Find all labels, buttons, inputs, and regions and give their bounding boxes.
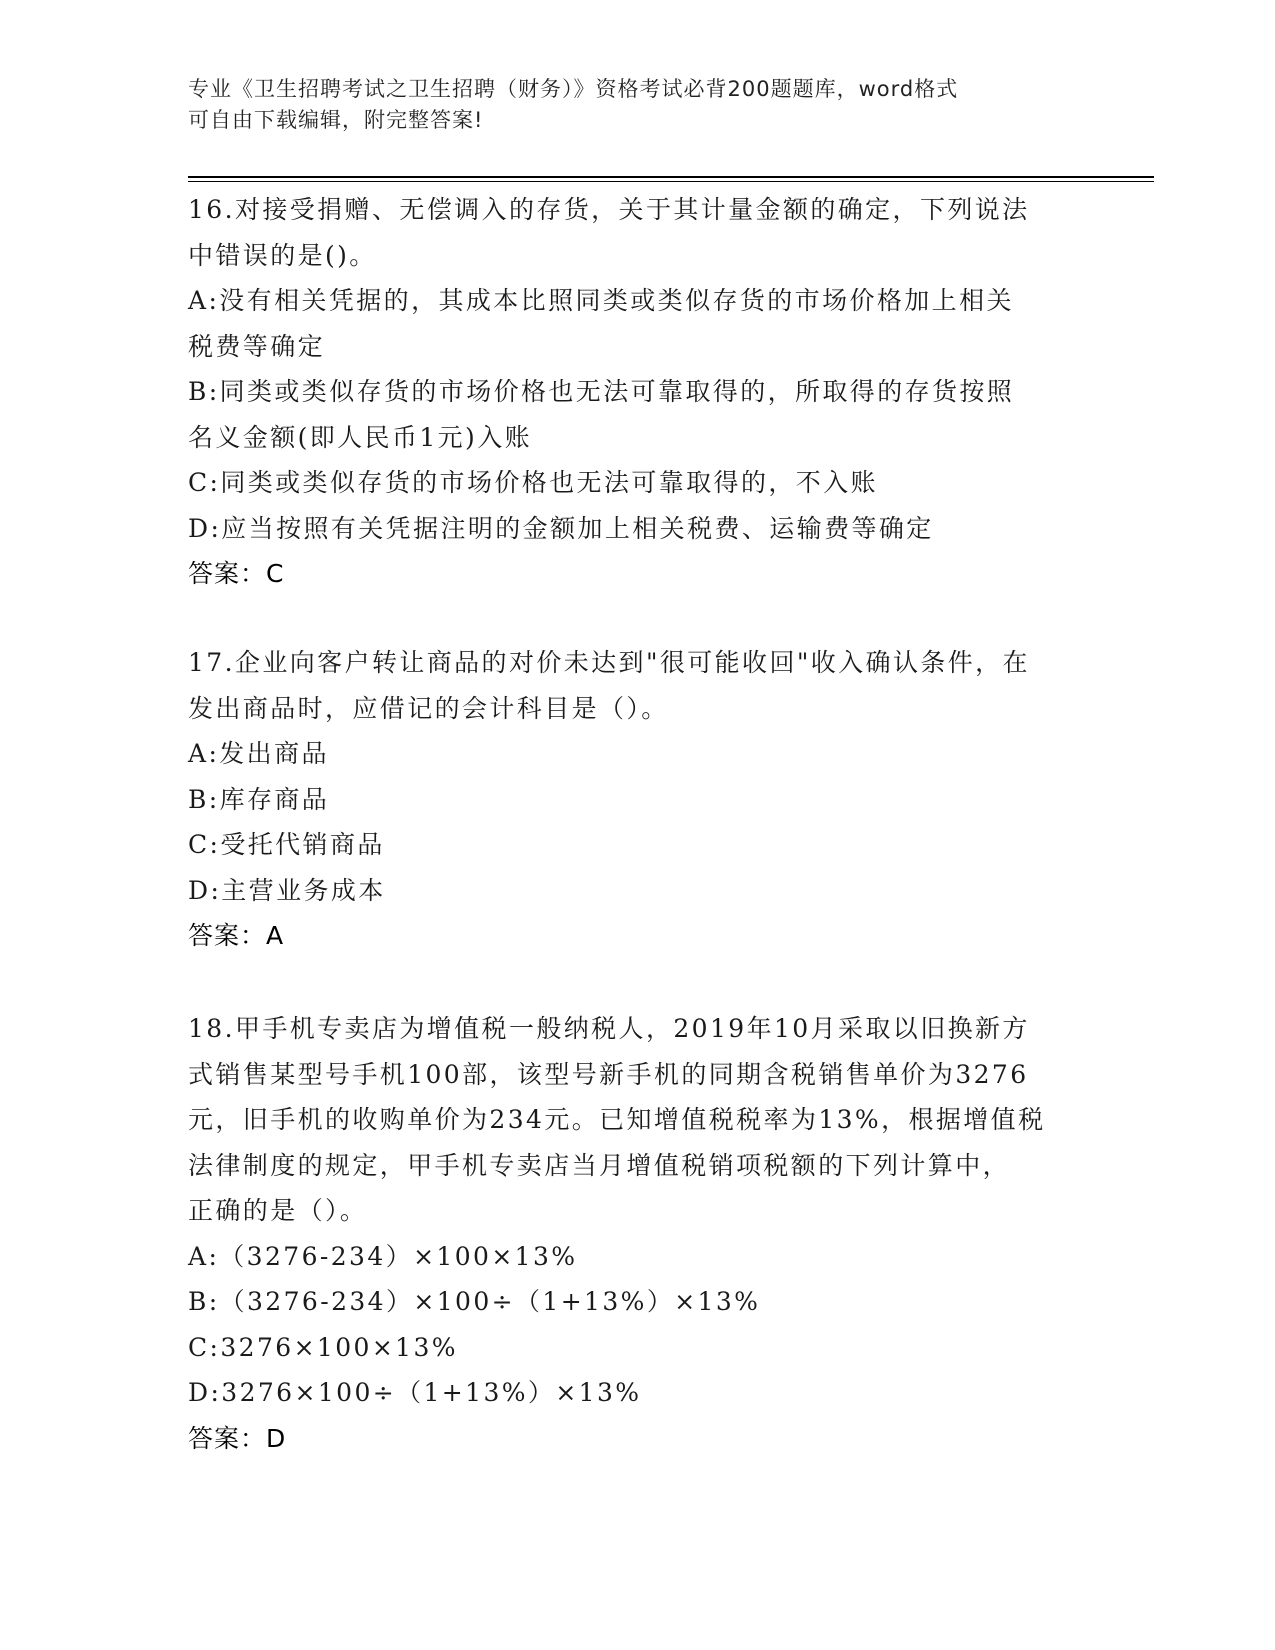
- option-d-line: D:主营业务成本: [188, 875, 386, 905]
- option-b-line: 名义金额(即人民币1元)入账: [188, 422, 533, 452]
- question-stem-line: 17.企业向客户转让商品的对价未达到"很可能收回"收入确认条件，在: [188, 648, 1030, 677]
- option-a-line: A:发出商品: [188, 739, 329, 768]
- header-divider-thin: [188, 181, 1154, 182]
- option-c-line: C:同类或类似存货的市场价格也无法可靠取得的，不入账: [188, 468, 878, 497]
- question-stem-line: 发出商品时，应借记的会计科目是（）。: [188, 693, 669, 723]
- option-a-line: 税费等确定: [188, 331, 326, 361]
- answer-label: 答案：A: [188, 921, 285, 950]
- header-divider-thick: [188, 176, 1154, 178]
- question-16: [188, 187, 1088, 597]
- option-b-line: B:（3276-234）×100÷（1+13%）×13%: [188, 1287, 761, 1316]
- option-d-line: D:3276×100÷（1+13%）×13%: [188, 1378, 642, 1407]
- answer-label: 答案：C: [188, 559, 285, 588]
- option-c-line: C:3276×100×13%: [188, 1332, 458, 1362]
- question-stem-line: 中错误的是()。: [188, 240, 377, 270]
- question-stem-line: 元，旧手机的收购单价为234元。已知增值税税率为13%，根据增值税: [188, 1105, 1046, 1134]
- option-a-line: A:（3276-234）×100×13%: [188, 1241, 578, 1271]
- question-stem-line: 式销售某型号手机100部，该型号新手机的同期含税销售单价为3276: [188, 1059, 1029, 1089]
- question-stem-line: 16.对接受捐赠、无偿调入的存货，关于其计量金额的确定，下列说法: [188, 195, 1030, 224]
- option-a-line: A:没有相关凭据的，其成本比照同类或类似存货的市场价格加上相关: [188, 286, 1014, 315]
- question-17: [188, 640, 1088, 959]
- question-stem-line: 法律制度的规定，甲手机专卖店当月增值税销项税额的下列计算中，: [188, 1150, 1011, 1180]
- header-title-line-1: 专业《卫生招聘考试之卫生招聘（财务）》资格考试必背200题题库，word格式: [188, 77, 959, 101]
- question-18: [188, 1006, 1088, 1461]
- option-d-line: D:应当按照有关凭据注明的金额加上相关税费、运输费等确定: [188, 513, 934, 543]
- option-c-line: C:受托代销商品: [188, 830, 385, 859]
- option-b-line: B:库存商品: [188, 784, 330, 814]
- document-header: [188, 74, 1088, 136]
- question-stem-line: 正确的是（）。: [188, 1196, 368, 1225]
- answer-label: 答案：D: [188, 1423, 287, 1453]
- option-b-line: B:同类或类似存货的市场价格也无法可靠取得的，所取得的存货按照: [188, 377, 1015, 406]
- question-stem-line: 18.甲手机专卖店为增值税一般纳税人，2019年10月采取以旧换新方: [188, 1014, 1030, 1043]
- header-title-line-2: 可自由下载编辑，附完整答案!: [188, 108, 484, 132]
